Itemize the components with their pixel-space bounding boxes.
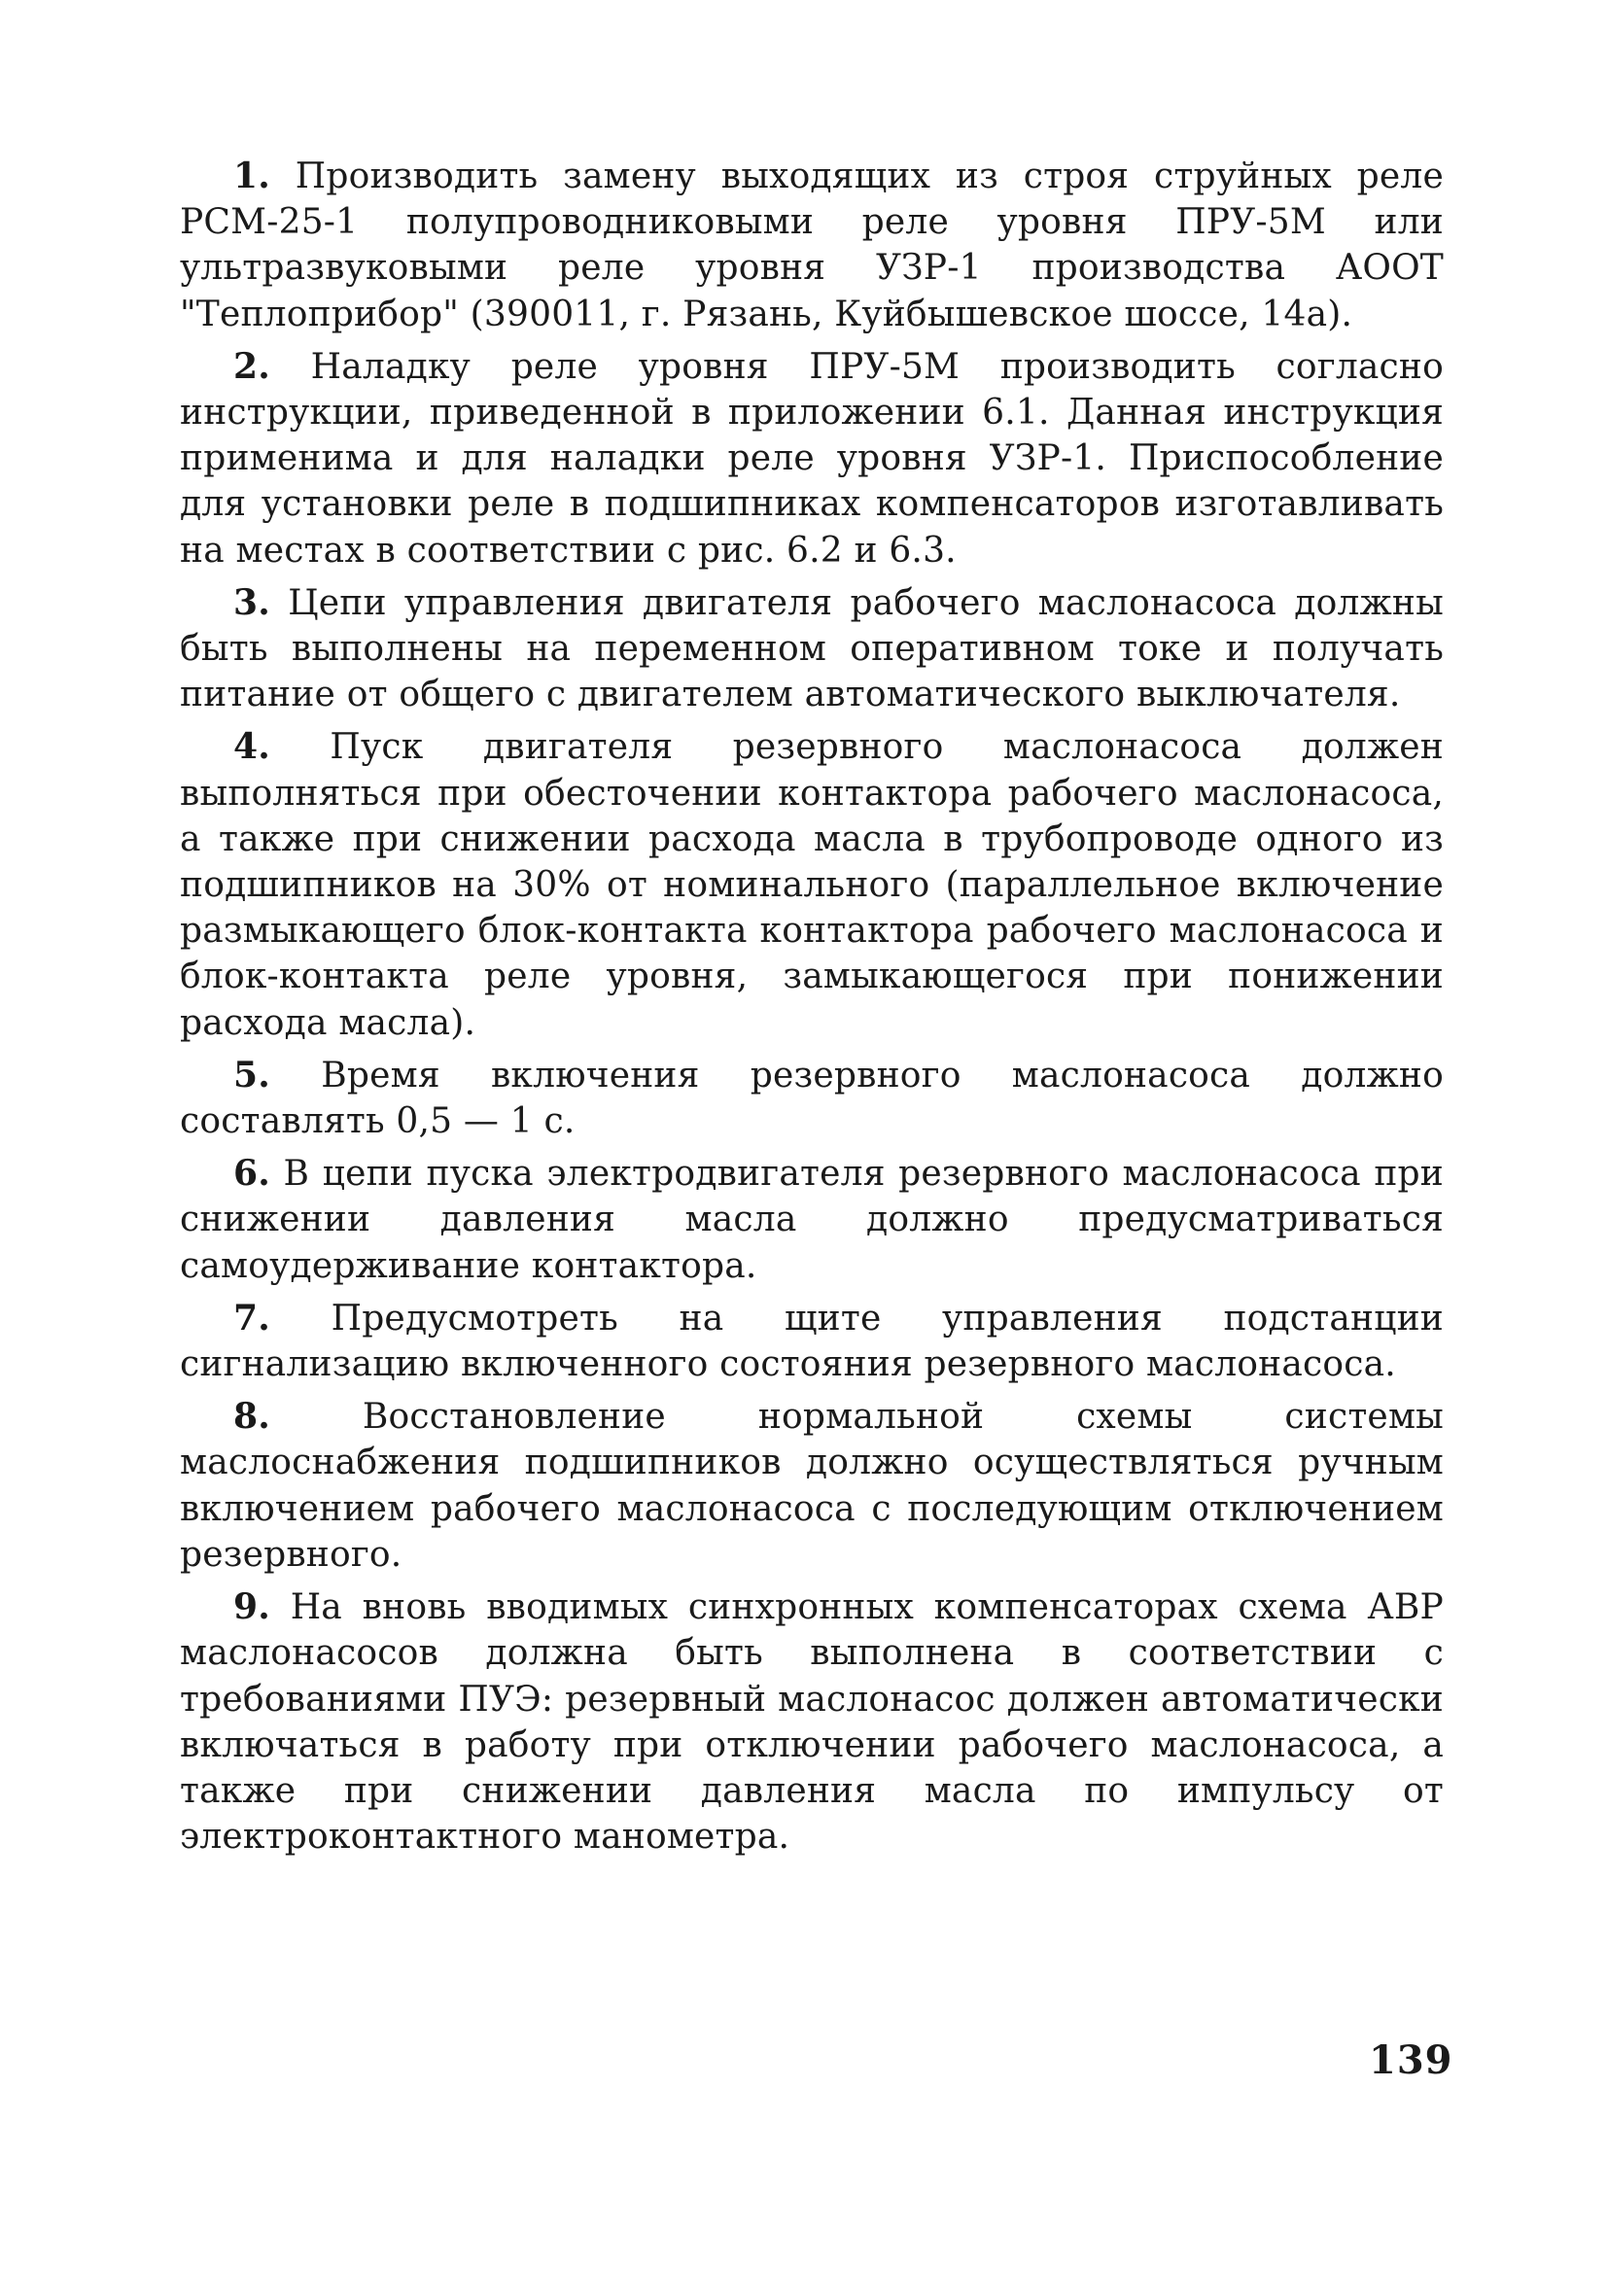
list-item-7	[180, 1296, 1444, 1387]
list-item-9	[180, 1584, 1444, 1860]
item-number: 2.	[233, 345, 270, 387]
item-text: Производить замену выходящих из строя струйных реле РСМ-25-1 полупроводниковыми реле уровня ПРУ-5М или ультразвуковыми реле уровня УЗР-1 производства АООТ "Теплоприбор" (390011, г. Рязань, Куйбышевское шоссе, 14а).	[180, 157, 1444, 334]
item-number: 6.	[233, 1153, 270, 1195]
list-item-3	[180, 580, 1444, 718]
item-text: Время включения резервного маслонасоса должно составлять 0,5 — 1 с.	[180, 1055, 1444, 1142]
item-text: Предусмотреть на щите управления подстанции сигнализацию включенного состояния резервного маслонасоса.	[180, 1298, 1444, 1385]
item-number: 3.	[233, 581, 270, 623]
item-text: Восстановление нормальной схемы системы маслоснабжения подшипников должно осуществляться ручным включением рабочего маслонасоса с последующим отключением резервного.	[180, 1397, 1444, 1575]
item-number: 7.	[233, 1297, 270, 1339]
item-text: В цепи пуска электродвигателя резервного маслонасоса при снижении давления масла должно предусматриваться самоудерживание контактора.	[180, 1154, 1444, 1286]
item-text: На вновь вводимых синхронных компенсаторах схема АВР маслонасосов должна быть выполнена в соответствии с требованиями ПУЭ: резервный маслонасос должен автоматически включаться в работу при отключении рабочего маслонасоса, а также при снижении давления масла по импульсу от электроконтактного манометра.	[180, 1587, 1444, 1858]
page-number: 139	[1369, 2037, 1453, 2083]
item-number: 4.	[233, 726, 270, 768]
item-number: 8.	[233, 1396, 270, 1438]
list-item-8	[180, 1394, 1444, 1578]
item-text: Пуск двигателя резервного маслонасоса должен выполняться при обесточении контактора рабочего маслонасоса, а также при снижении расхода масла в трубопроводе одного из подшипников на 30% от номинального (параллельное включение размыкающего блок-контакта контактора рабочего маслонасоса и блок-контакта реле уровня, замыкающегося при понижении расхода масла).	[180, 727, 1444, 1043]
item-text: Наладку реле уровня ПРУ-5М производить согласно инструкции, приведенной в приложении 6.1. Данная инструкция применима и для наладки реле уровня УЗР-1. Приспособление для установки реле в подшипниках компенсаторов изготавливать на местах в соответствии с рис. 6.2 и 6.3.	[180, 346, 1444, 571]
item-text: Цепи управления двигателя рабочего маслонасоса должны быть выполнены на переменном оперативном токе и получать питание от общего с двигателем автоматического выключателя.	[180, 582, 1444, 715]
item-number: 1.	[233, 156, 270, 196]
list-item-2	[180, 344, 1444, 574]
item-number: 9.	[233, 1586, 270, 1628]
list-item-6	[180, 1151, 1444, 1289]
list-item-5	[180, 1053, 1444, 1144]
list-item-4	[180, 724, 1444, 1045]
list-item-1	[180, 154, 1444, 337]
item-number: 5.	[233, 1054, 270, 1096]
document-body	[180, 154, 1444, 1866]
